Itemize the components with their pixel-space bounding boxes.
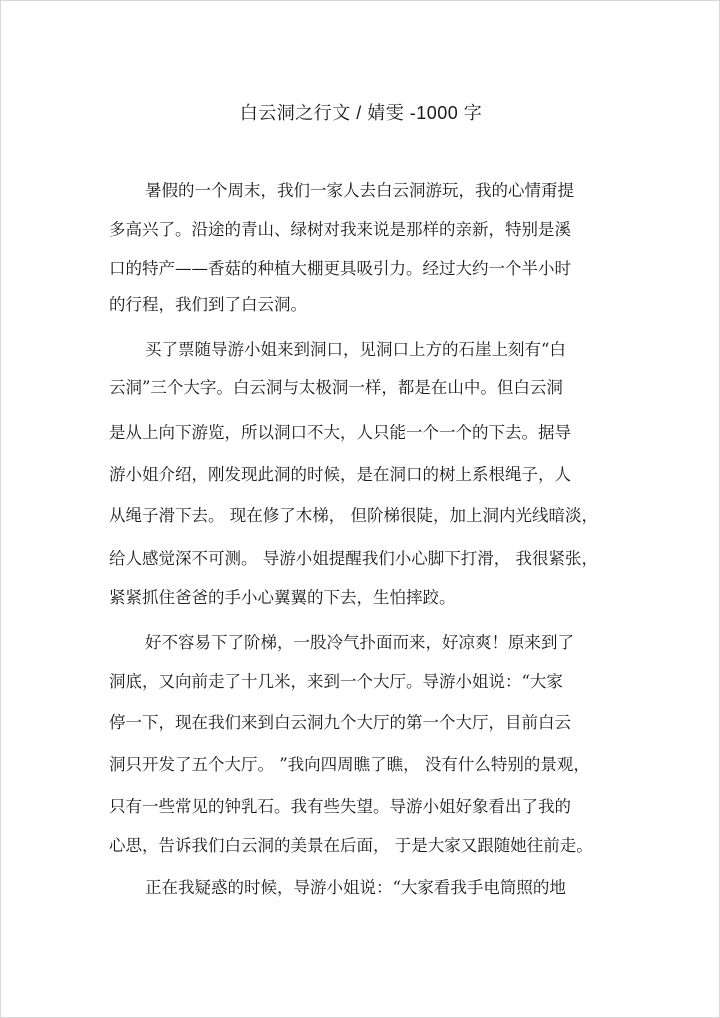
text-line: 的行程，我们到了白云洞。 [109,295,307,314]
text-line: 洞底，又向前走了十几米，来到一个大厅。导游小姐说：“大家 [109,672,563,691]
text-line: 云洞”三个大字。白云洞与太极洞一样，都是在山中。但白云洞 [109,378,563,397]
text-line: 从绳子滑下去。 现在修了木梯， 但阶梯很陡，加上洞内光线暗淡， [109,506,598,525]
text-line: 停一下，现在我们来到白云洞九个大厅的第一个大厅，目前白云 [109,713,571,732]
text-line: 是从上向下游览，所以洞口不大，人只能一个一个的下去。据导 [109,423,571,442]
text-line: 只有一些常见的钟乳石。我有些失望。导游小姐好象看出了我的 [109,797,571,816]
text-line: 口的特产——香菇的种植大棚更具吸引力。经过大约一个半小时 [109,259,571,278]
text-line: 正在我疑惑的时候，导游小姐说：“大家看我手电筒照的地 [145,878,566,897]
text-line: 洞只开发了五个大厅。 ”我向四周瞧了瞧， 没有什么特别的景观， [109,755,590,774]
text-line: 给人感觉深不可测。 导游小姐提醒我们小心脚下打滑， 我很紧张， [109,549,598,568]
document-title: 白云洞之行文 / 婧雯 -1000 字 [239,103,483,123]
text-line: 紧紧抓住爸爸的手小心翼翼的下去，生怕摔跤。 [109,588,456,607]
text-line: 多高兴了。沿途的青山、绿树对我来说是那样的亲新，特别是溪 [109,220,571,239]
text-line: 好不容易下了阶梯，一股冷气扑面而来，好凉爽！原来到了 [145,633,574,652]
text-line: 心思，告诉我们白云洞的美景在后面， 于是大家又跟随她往前走。 [109,836,593,855]
text-line: 游小姐介绍，刚发现此洞的时候，是在洞口的树上系根绳子，人 [109,465,571,484]
text-line: 暑假的一个周末，我们一家人去白云洞游玩，我的心情甭提 [145,181,574,200]
text-line: 买了票随导游小姐来到洞口，见洞口上方的石崖上刻有“白 [145,340,566,359]
